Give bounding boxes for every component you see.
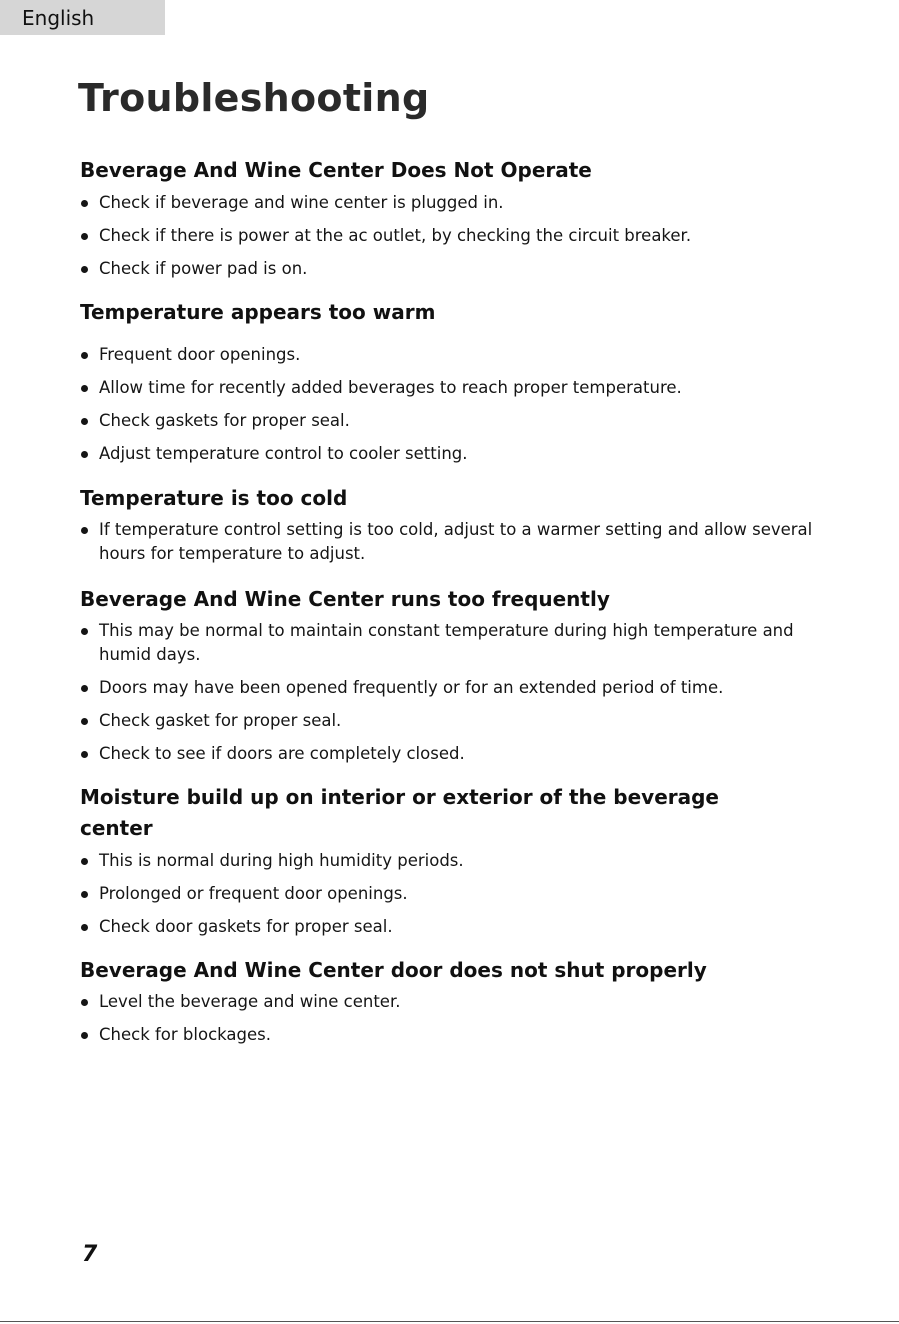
section-door-does-not-shut [80,955,820,1047]
troubleshooting-content [80,155,820,1047]
list-item: Frequent door openings. [80,343,820,367]
language-tab: English [0,0,165,35]
section-does-not-operate [80,155,820,281]
section-too-cold [80,483,820,566]
list-item: Level the beverage and wine center. [80,990,820,1014]
bullet-list [80,518,820,566]
list-item: Check if there is power at the ac outlet, by checking the circuit breaker. [80,224,820,248]
list-item: This may be normal to maintain constant temperature during high temperature and humid days. [80,619,820,667]
section-heading: Moisture build up on interior or exterior of the beverage center [80,785,719,840]
list-item: Check gaskets for proper seal. [80,409,820,433]
section-heading: Beverage And Wine Center runs too frequently [80,587,610,611]
section-moisture [80,782,820,939]
list-item: Check for blockages. [80,1023,820,1047]
section-runs-too-frequently [80,584,820,766]
page-title: Troubleshooting [78,76,430,120]
list-item: Adjust temperature control to cooler setting. [80,442,820,466]
list-item: This is normal during high humidity periods. [80,849,820,873]
list-item: Check to see if doors are completely closed. [80,742,820,766]
bullet-list [80,990,820,1047]
bullet-list [80,343,820,466]
bullet-list [80,619,820,766]
list-item: Allow time for recently added beverages to reach proper temperature. [80,376,820,400]
list-item: Check if beverage and wine center is plugged in. [80,191,820,215]
page-number: 7 [82,1242,98,1267]
list-item: Doors may have been opened frequently or for an extended period of time. [80,676,820,700]
list-item: Check door gaskets for proper seal. [80,915,820,939]
section-too-warm [80,297,820,466]
section-heading: Beverage And Wine Center Does Not Operate [80,158,592,182]
list-item: If temperature control setting is too cold, adjust to a warmer setting and allow several hours for temperature to adjust. [80,518,820,566]
list-item: Prolonged or frequent door openings. [80,882,820,906]
section-heading: Beverage And Wine Center door does not shut properly [80,958,707,982]
bullet-list [80,849,820,939]
list-item: Check gasket for proper seal. [80,709,820,733]
list-item: Check if power pad is on. [80,257,820,281]
bullet-list [80,191,820,281]
section-heading: Temperature appears too warm [80,300,436,324]
bottom-divider [0,1321,899,1322]
section-heading: Temperature is too cold [80,486,348,510]
